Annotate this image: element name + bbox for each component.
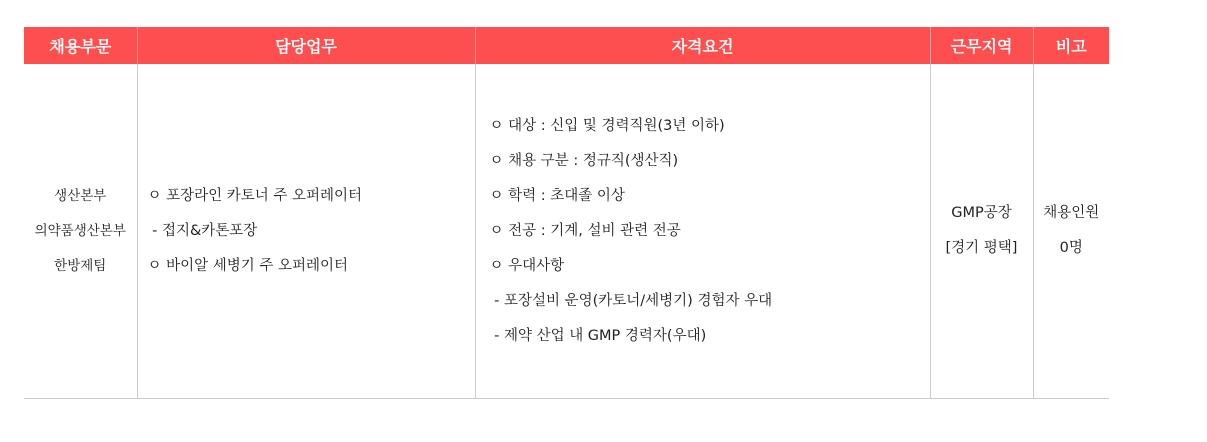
duty-line: ㅇ 포장라인 카토너 주 오퍼레이터	[147, 187, 363, 204]
note-line: 채용인원	[1043, 205, 1100, 221]
department-line: 생산본부	[54, 187, 107, 204]
duty-line: - 접지&카톤포장	[147, 222, 258, 239]
qualification-line: ㅇ 우대사항	[489, 257, 565, 274]
qualification-line: ㅇ 대상 : 신입 및 경력직원(3년 이하)	[489, 117, 725, 134]
location-cell	[930, 64, 1033, 399]
note-cell	[1033, 64, 1109, 399]
header-department: 채용부문	[24, 27, 137, 64]
header-location: 근무지역	[930, 27, 1033, 64]
recruitment-table	[24, 27, 1109, 399]
header-qualifications: 자격요건	[475, 27, 930, 64]
header-note: 비고	[1033, 27, 1109, 64]
header-duties: 담당업무	[137, 27, 475, 64]
qualification-line: ㅇ 채용 구분 : 정규직(생산직)	[489, 152, 679, 169]
department-cell	[24, 64, 137, 399]
note-line: 0명	[1059, 240, 1083, 256]
department-line: 의약품생산본부	[34, 222, 126, 239]
duty-line: ㅇ 바이알 세병기 주 오퍼레이터	[147, 257, 349, 274]
department-line: 한방제팀	[54, 257, 107, 274]
duties-cell	[137, 64, 475, 399]
location-line: GMP공장	[951, 205, 1012, 221]
qualification-line: - 제약 산업 내 GMP 경력자(우대)	[489, 327, 707, 344]
qualification-line: ㅇ 전공 : 기계, 설비 관련 전공	[489, 222, 681, 239]
table-header-row	[24, 27, 1109, 64]
qualifications-cell	[475, 64, 930, 399]
location-line: [경기 평택]	[945, 240, 1018, 256]
qualification-line: - 포장설비 운영(카토너/세병기) 경험자 우대	[489, 292, 773, 309]
qualification-line: ㅇ 학력 : 초대졸 이상	[489, 187, 625, 204]
table-row	[24, 64, 1109, 399]
